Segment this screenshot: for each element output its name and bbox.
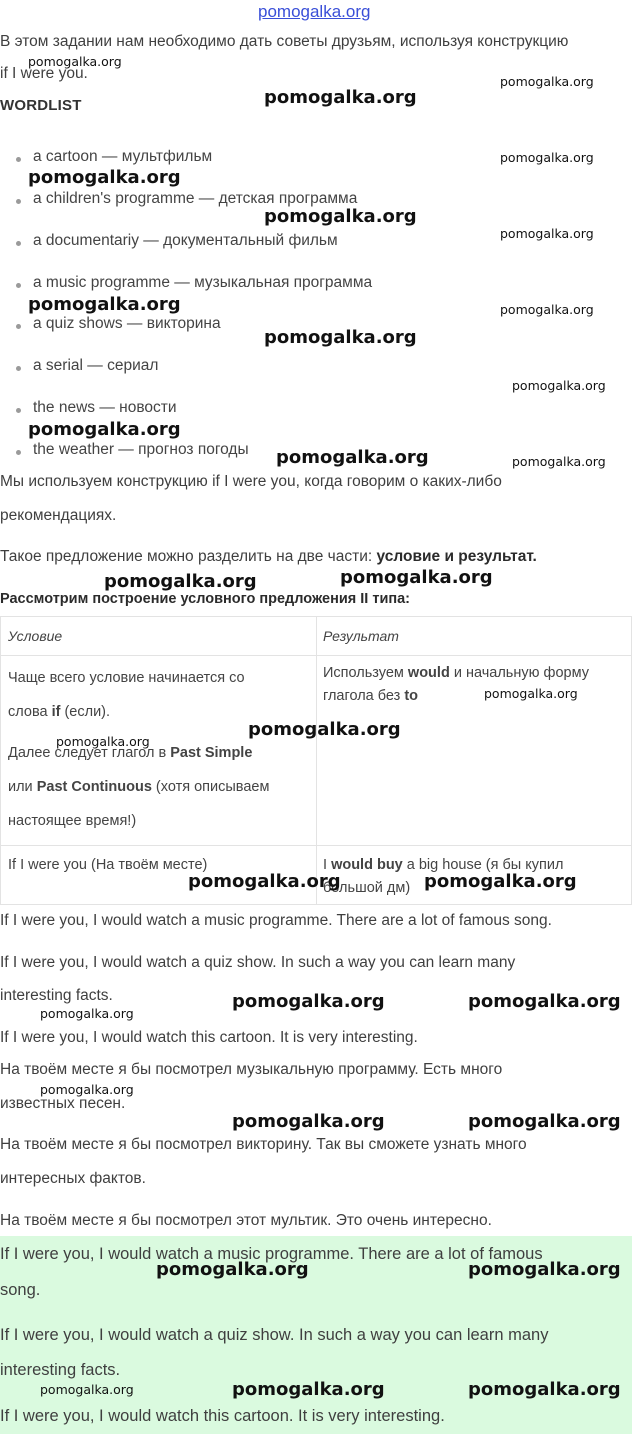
answer-2-line-2: interesting facts. xyxy=(0,1361,121,1379)
list-item: a cartoon — мультфильм xyxy=(33,148,213,165)
usage-line-1: Мы используем конструкцию if I were you, когда говорим о каких-либо xyxy=(0,473,502,490)
example-result-line-2: большой дм) xyxy=(323,880,411,896)
cond-line-4: или Past Continuous (хотя описываем xyxy=(8,779,270,795)
wordlist-heading: WORDLIST xyxy=(0,97,82,114)
watermark: pomogalka.org xyxy=(232,1379,385,1400)
bullet-icon xyxy=(16,157,21,162)
translation-2-line-2: интересных фактов. xyxy=(0,1170,146,1187)
split-bold: условие и результат. xyxy=(376,548,537,565)
watermark: pomogalka.org xyxy=(28,419,181,440)
cond-line-1: Чаще всего условие начинается со xyxy=(8,670,245,686)
bullet-icon xyxy=(16,241,21,246)
bullet-icon xyxy=(16,366,21,371)
result-line-1: Используем would и начальную форму xyxy=(323,665,589,681)
answer-2-line-1: If I were you, I would watch a quiz show. In such a way you can learn many xyxy=(0,1326,549,1344)
usage-line-2: рекомендациях. xyxy=(0,507,117,524)
split-paragraph xyxy=(0,548,537,566)
watermark: pomogalka.org xyxy=(248,719,401,740)
list-item: a children's programme — детская программа xyxy=(33,190,358,207)
translation-1-line-1: На твоём месте я бы посмотрел музыкальную программу. Есть много xyxy=(0,1061,503,1078)
watermark: pomogalka.org xyxy=(500,226,594,241)
sentence-3: If I were you, I would watch this cartoon. It is very interesting. xyxy=(0,1029,418,1046)
column-divider xyxy=(316,617,317,904)
example-condition: If I were you (На твоём месте) xyxy=(8,857,208,873)
sentence-2-line-2: interesting facts. xyxy=(0,987,113,1004)
list-item: the weather — прогноз погоды xyxy=(33,441,249,458)
watermark: pomogalka.org xyxy=(512,378,606,393)
translation-3: На твоём месте я бы посмотрел этот мультик. Это очень интересно. xyxy=(0,1212,492,1229)
site-title-link[interactable]: pomogalka.org xyxy=(258,2,371,21)
header-condition: Условие xyxy=(8,628,63,644)
bullet-icon xyxy=(16,408,21,413)
result-line-2: глагола без to xyxy=(323,688,419,704)
bullet-icon xyxy=(16,324,21,329)
conditional-heading: Рассмотрим построение условного предложения II типа: xyxy=(0,591,411,607)
list-item: a serial — сериал xyxy=(33,357,159,374)
intro-line-1: В этом задании нам необходимо дать советы друзьям, используя конструкцию xyxy=(0,33,569,50)
bullet-icon xyxy=(16,199,21,204)
watermark: pomogalka.org xyxy=(264,327,417,348)
list-item: a quiz shows — викторина xyxy=(33,315,221,332)
list-item: the news — новости xyxy=(33,399,177,416)
bullet-icon xyxy=(16,283,21,288)
watermark: pomogalka.org xyxy=(468,991,621,1012)
example-result-line-1: I would buy a big house (я бы купил xyxy=(323,857,564,873)
watermark: pomogalka.org xyxy=(104,571,257,592)
watermark: pomogalka.org xyxy=(468,1379,621,1400)
watermark: pomogalka.org xyxy=(232,1111,385,1132)
watermark: pomogalka.org xyxy=(264,87,417,108)
answer-1-line-1: If I were you, I would watch a music programme. There are a lot of famous xyxy=(0,1245,543,1263)
bullet-icon xyxy=(16,450,21,455)
list-item: a documentariy — документальный фильм xyxy=(33,232,338,249)
sentence-2-line-1: If I were you, I would watch a quiz show. In such a way you can learn many xyxy=(0,954,516,971)
watermark: pomogalka.org xyxy=(468,1111,621,1132)
answer-1-line-2: song. xyxy=(0,1281,41,1299)
watermark: pomogalka.org xyxy=(156,1259,309,1280)
watermark: pomogalka.org xyxy=(40,1382,134,1397)
watermark: pomogalka.org xyxy=(232,991,385,1012)
watermark: pomogalka.org xyxy=(28,54,122,69)
watermark: pomogalka.org xyxy=(276,447,429,468)
watermark: pomogalka.org xyxy=(264,206,417,227)
watermark: pomogalka.org xyxy=(500,74,594,89)
watermark: pomogalka.org xyxy=(28,167,181,188)
translation-1-line-2: известных песен. xyxy=(0,1095,126,1112)
watermark: pomogalka.org xyxy=(56,734,150,749)
row-divider xyxy=(1,655,631,656)
cond-line-5: настоящее время!) xyxy=(8,813,137,829)
intro-line-2: if I were you. xyxy=(0,65,88,82)
watermark: pomogalka.org xyxy=(468,1259,621,1280)
split-text: Такое предложение можно разделить на две части: xyxy=(0,548,377,565)
watermark: pomogalka.org xyxy=(40,1006,134,1021)
watermark: pomogalka.org xyxy=(340,567,493,588)
answer-3: If I were you, I would watch this cartoon. It is very interesting. xyxy=(0,1407,445,1425)
watermark: pomogalka.org xyxy=(500,302,594,317)
watermark: pomogalka.org xyxy=(512,454,606,469)
conditional-table xyxy=(0,616,632,905)
watermark: pomogalka.org xyxy=(424,871,577,892)
watermark: pomogalka.org xyxy=(40,1082,134,1097)
translation-2-line-1: На твоём месте я бы посмотрел викторину. Так вы сможете узнать много xyxy=(0,1136,527,1153)
watermark: pomogalka.org xyxy=(484,686,578,701)
sentence-1: If I were you, I would watch a music programme. There are a lot of famous song. xyxy=(0,912,552,929)
list-item: a music programme — музыкальная программа xyxy=(33,274,373,291)
cond-line-2: слова if (если). xyxy=(8,704,111,720)
header-result: Результат xyxy=(323,628,399,644)
watermark: pomogalka.org xyxy=(500,150,594,165)
row-divider xyxy=(1,845,631,846)
cond-line-3: Далее следует глагол в Past Simple xyxy=(8,745,253,761)
watermark: pomogalka.org xyxy=(28,294,181,315)
watermark: pomogalka.org xyxy=(188,871,341,892)
